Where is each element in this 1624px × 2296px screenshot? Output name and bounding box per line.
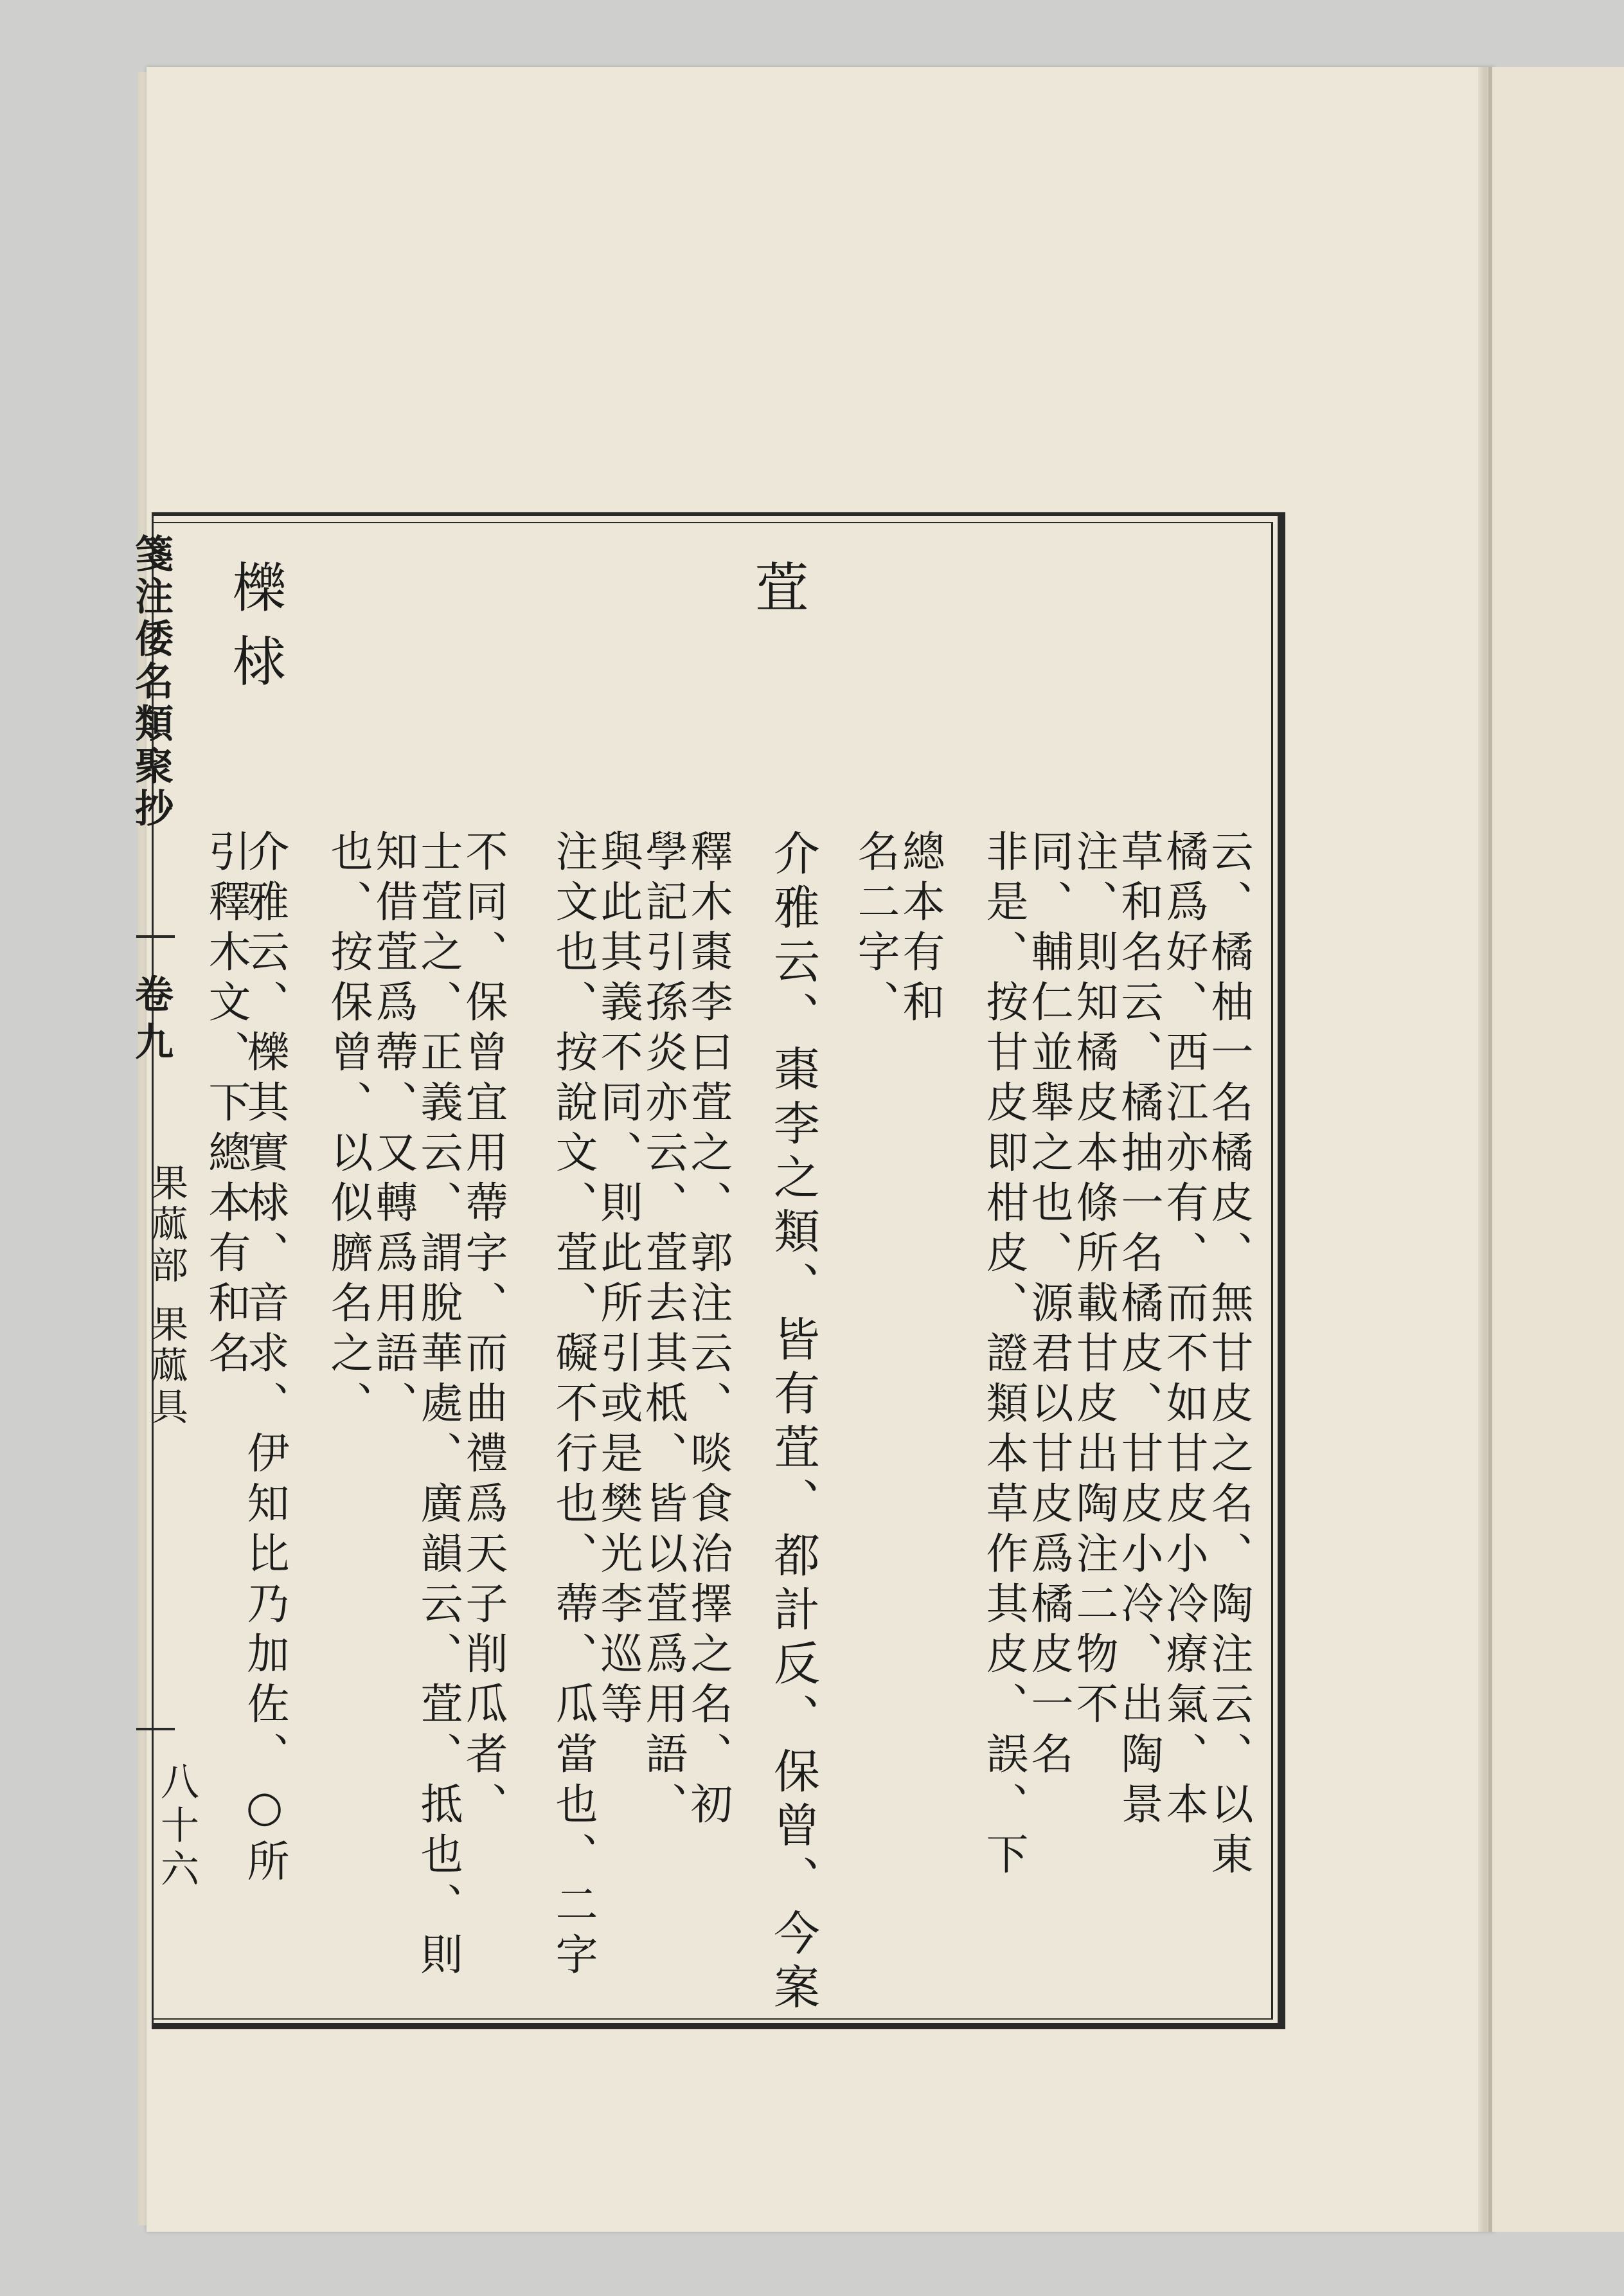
spine-divider: [136, 935, 175, 938]
page-number: 八十六: [154, 1761, 199, 1892]
text-column: 同、輔仁並舉之也、源君以甘皮爲橘皮一名: [1024, 829, 1073, 1782]
text-column: 非是、按甘皮即柑皮、證類本草作其皮、誤、下: [979, 829, 1028, 1882]
text-column: 釋木棗李曰萓之、郭注云、啖食治擇之名、初: [683, 829, 733, 1832]
text-column: 不同、保曾宜用蔕字、而曲禮爲天子削瓜者、: [458, 829, 508, 1832]
text-column: 總本有和: [895, 829, 945, 1030]
text-column: 云、橘柚一名橘皮、無甘皮之名、陶注云、以東: [1204, 829, 1253, 1882]
headword-1: 萓: [746, 559, 809, 632]
text-column: 學記引孫炎亦云、萓去其柢、皆以萓爲用語、: [638, 829, 688, 1832]
text-column: 注、則知橘皮本條所載甘皮出陶注二物不: [1069, 829, 1118, 1732]
subsection-label: 果蓏具: [145, 1305, 188, 1428]
text-column: 引釋木文、下總本有和名: [201, 829, 251, 1381]
text-column: 草和名云、橘抽一名橘皮、甘皮小冷、出陶景: [1114, 829, 1163, 1832]
book-title: 箋注倭名類聚抄: [129, 534, 174, 830]
headword-2-line-2: 梂: [224, 633, 287, 706]
text-column: 知借萓爲蔕、又轉爲用語、: [368, 829, 418, 1431]
text-column: 注文也、按說文、萓、礙不行也、蔕、瓜當也、二字: [548, 829, 598, 1982]
text-column: 名二字、: [850, 829, 900, 1030]
text-column: 介雅云、櫟其實梂、音求、伊知比乃加佐、○所: [240, 829, 289, 1889]
volume-label: 卷九: [129, 974, 174, 1069]
text-column: 與此其義不同、則此所引或是樊光李巡等: [593, 829, 643, 1732]
text-column: 也、按保曾、以似臍名之、: [323, 829, 373, 1431]
text-column: 橘爲好、西江亦有、而不如甘皮小冷療氣、本: [1159, 829, 1208, 1832]
headword-2-line-1: 櫟: [224, 559, 287, 632]
text-column: 士萓之、正義云、謂脫華處、廣韻云、萓、抵也、則: [413, 829, 463, 1982]
text-column: 介雅云、棗李之類、皆有萓、都計反、保曾、今案: [766, 829, 820, 2017]
section-label: 果蓏部: [145, 1163, 188, 1287]
page-number-rule: [136, 1728, 175, 1730]
facing-page: [1488, 67, 1624, 2232]
